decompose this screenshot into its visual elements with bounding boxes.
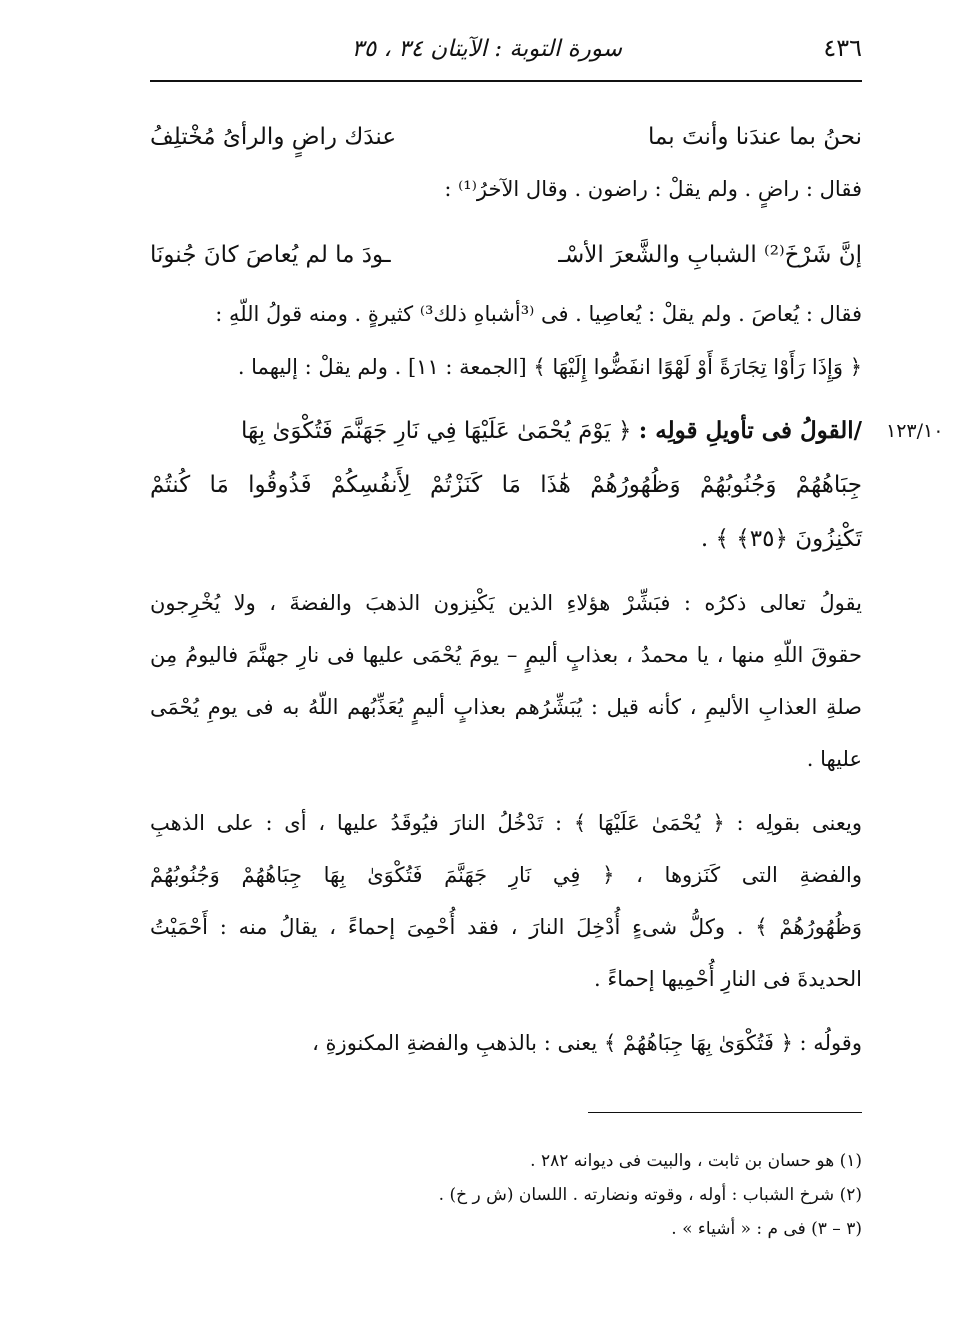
paragraph-1-line-4: عليها . (806, 747, 862, 771)
paragraph-2-line-3: وَظُهُورُهُمْ ﴾ . وكلُّ شىءٍ أُدْخِلَ النارَ ، فقد أُحْمِىَ إحماءً ، يقالُ منه : أَحْمَيْتُ (150, 915, 862, 939)
verse-2-second-hemistich: ـودَ ما لم يُعاصَ كانَ جُنونَا (150, 242, 391, 268)
margin-reference: ١٢٣/١٠ (886, 420, 944, 442)
verse-1-first-hemistich: نحنُ بما عندَنا وأنتَ بما (647, 124, 862, 150)
section-verse-3: تَكْنِزُونَ ﴿٣٥﴾ ﴾ . (700, 526, 862, 552)
section-heading-line (150, 414, 862, 448)
paragraph-2-line-4: الحديدةَ فى النارِ أُحْمِيها إحماءً . (594, 967, 862, 991)
quran-quote-line: ﴿ وَإِذَا رَأَوْا تِجَارَةً أَوْ لَهْوًا انفَضُّوا إِلَيْهَا ﴾ [الجمعة : ١١] . ولم يقلْ : إليهما . (237, 355, 862, 379)
page-header (150, 34, 862, 74)
header-rule (150, 80, 862, 82)
section-verse-2: جِبَاهُهُمْ وَجُنُوبُهُمْ وَظُهُورُهُمْ هَٰذَا مَا كَنَزْتُمْ لِأَنفُسِكُمْ فَذُوقُوا مَا كُنتُمْ (150, 472, 862, 498)
verse-1-second-hemistich: عندَك راضٍ والرأىُ مُخْتلِفُ (150, 124, 397, 150)
section-lead: /القولُ فى تأويلِ قولِه : (638, 417, 862, 444)
text-line: فقال : يُعاصَ . ولم يقلْ : يُعاصِيا . فى ⁽³أشباهِ ذلك³⁾ كثيرةٍ . ومنه قولُ اللّهِ : (215, 302, 862, 326)
page-number: ٤٣٦ (823, 34, 862, 62)
verse-2-first-hemistich: إنَّ شَرْخَ⁽²⁾ الشبابِ والشَّعرَ الأسْـ (558, 242, 862, 268)
paragraph-3: وقولُه : ﴿ فَتُكْوَىٰ بِهَا جِبَاهُهُمْ ﴾ يعنى : بالذهبِ والفضةِ المكنوزةِ ، (312, 1031, 862, 1055)
paragraph-1-line-1: يقولُ تعالى ذكرُه : فبَشِّرْ هؤلاءِ الذين يَكْنِزون الذهبَ والفضةَ ، ولا يُخْرِجون (150, 591, 862, 615)
footnote-1: (١) هو حسان بن ثابت ، والبيت فى ديوانه ٢٨٢ . (530, 1151, 862, 1171)
text-line: فقال : راضٍ . ولم يقلْ : راضون . وقال الآخرُ⁽¹⁾ : (444, 177, 862, 201)
running-title: سورة التوبة : الآيتان ٣٤ ، ٣٥ (351, 36, 622, 62)
paragraph-2-line-2: والفضةِ التى كَنَزوها ، ﴿ فِي نَارِ جَهَنَّمَ فَتُكْوَىٰ بِهَا جِبَاهُهُمْ وَجُنُوبُهُمْ (150, 863, 862, 887)
footnote-3: (٣ – ٣) فى م : « أشياء » . (671, 1219, 862, 1239)
section-verse-1: ﴿ يَوْمَ يُحْمَىٰ عَلَيْهَا فِي نَارِ جَهَنَّمَ فَتُكْوَىٰ بِهَا (241, 418, 632, 444)
paragraph-1-line-2: حقوقَ اللّهِ منها ، يا محمدُ ، بعذابٍ أليمٍ – يومَ يُحْمَى عليها فى نارِ جهنَّمَ فاليومُ مِن (150, 643, 862, 667)
paragraph-2-line-1: ويعنى بقولِه : ﴿ يُحْمَىٰ عَلَيْهَا ﴾ : تَدْخُلُ النارَ فيُوقَدُ عليها ، أى : على الذهبِ (150, 811, 862, 835)
footnote-2: (٢) شرخ الشباب : أوله ، وقوته ونضارته . اللسان (ش ر خ) . (438, 1185, 862, 1205)
paragraph-1-line-3: صلةِ العذابِ الأليمِ ، كأنه قيل : يُبَشِّرُهم بعذابٍ أليمٍ يُعَذِّبُهم اللّهُ به فى يومِ يُحْمَى (150, 695, 862, 719)
footnote-rule (588, 1112, 862, 1113)
